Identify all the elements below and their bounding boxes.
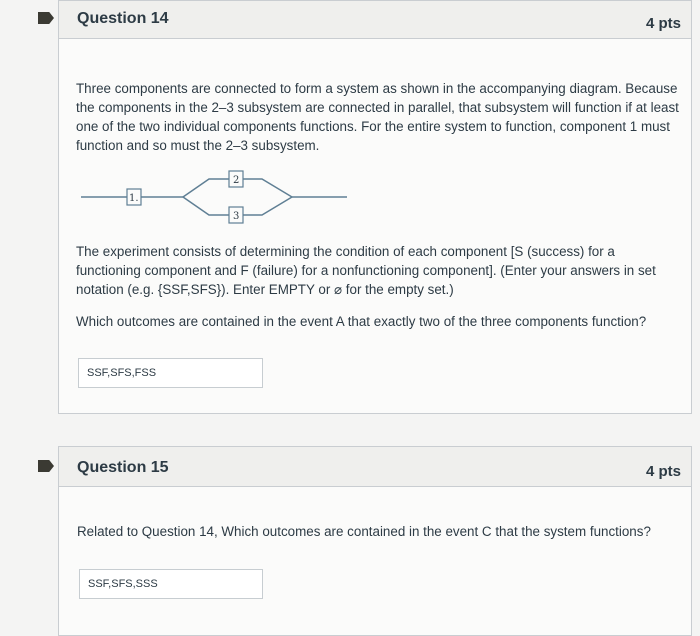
question-14-title: Question 14 (77, 10, 169, 27)
question-14-card (58, 0, 692, 414)
question-14-experiment: The experiment consists of determining the condition of each component [S (success) for a functioning component and F (failure) for a nonfunctioning component]. (Enter your answers in set notation (e.g. {SSF,SFS}). Enter EMPTY or ⌀ for the empty set.) (76, 244, 656, 297)
question-15-title: Question 15 (77, 459, 169, 476)
component-3-label: 3 (233, 211, 240, 222)
component-2-label: 2 (233, 175, 240, 186)
component-1-label: 1. (129, 193, 139, 204)
question-14-points: 4 pts (645, 15, 681, 32)
question-14-header (59, 1, 691, 39)
question-15-answer-input[interactable]: SSF,SFS,SSS (79, 569, 263, 599)
question-15-header (59, 447, 691, 487)
question-14-intro: Three components are connected to form a system as shown in the accompanying diagram. Because the components in the 2–3 subsystem are connected in parallel, that subsystem will function if at least one of the two individual components functions. For the entire system to function, component 1 must function and so must the 2–3 subsystem. (76, 81, 679, 153)
question-15-prompt: Related to Question 14, Which outcomes are contained in the event C that the system functions? (77, 524, 651, 539)
question-14-prompt: Which outcomes are contained in the event A that exactly two of the three components function? (76, 314, 647, 329)
question-15-card (58, 446, 692, 636)
flag-icon[interactable] (38, 12, 54, 24)
question-14-answer-input[interactable]: SSF,SFS,FSS (78, 358, 263, 388)
flag-icon[interactable] (38, 460, 54, 472)
question-15-points: 4 pts (645, 463, 681, 480)
system-diagram (79, 167, 354, 225)
